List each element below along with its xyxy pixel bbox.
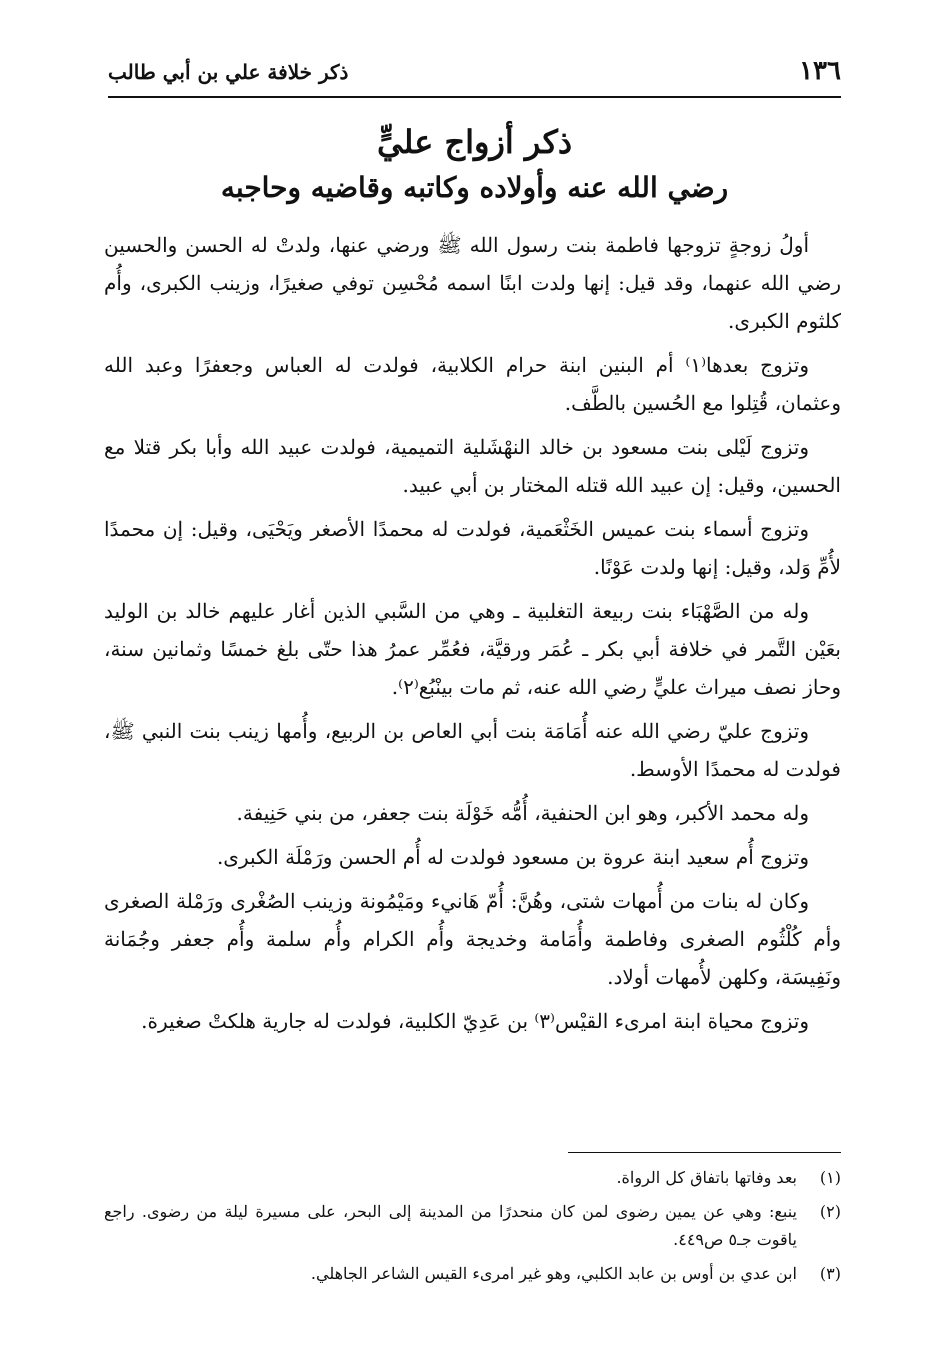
chapter-title: ذكر أزواج عليٍّ: [376, 123, 573, 161]
paragraph-1: أولُ زوجةٍ تزوجها فاطمة بنت رسول الله ﷺ ورضي عنها، ولدتْ له الحسن والحسين رضي الله عنهما، وقد قيل: إنها ولدت ابنًا اسمه مُحْسِن توفي صغيرًا، وزينب الكبرى، وأُم كلثوم الكبرى.: [104, 233, 841, 333]
paragraph-7: وله محمد الأكبر، وهو ابن الحنفية، أُمُّه خَوْلَة بنت جعفر، من بني حَنِيفة.: [236, 801, 809, 825]
footnotes: [104, 1164, 841, 1294]
footnote-number: (١): [819, 1168, 841, 1187]
running-head-title: ذكر خلافة علي بن أبي طالب: [108, 60, 349, 84]
footnote-text: ينبع: وهي عن يمين رضوى لمن كان منحدرًا من المدينة إلى البحر، على مسيرة ليلة من رضوى. راجع ياقوت جـ٥ ص٤٤٩.: [104, 1202, 797, 1249]
footnote-2: [104, 1198, 841, 1254]
running-head: [108, 56, 841, 90]
footnote-3: [104, 1260, 841, 1288]
footnote-1: [104, 1164, 841, 1192]
footnote-number: (٣): [819, 1264, 841, 1283]
footnote-number: (٢): [819, 1202, 841, 1221]
page-number: ١٣٦: [799, 56, 841, 86]
paragraph-4: وتزوج أسماء بنت عميس الخَثْعَمية، فولدت له محمدًا الأصغر ويَحْيَى، وقيل: إن محمدًا لأُمِّ وَلد، وقيل: إنها ولدت عَوْنًا.: [104, 517, 841, 579]
paragraph-10: وتزوج محياة ابنة امرىء القيْس⁽٣⁾ بن عَدِيّ الكلبية، فولدت له جارية هلكتْ صغيرة.: [141, 1009, 809, 1033]
paragraph-2: وتزوج بعدها⁽١⁾ أم البنين ابنة حرام الكلابية، فولدت له العباس وجعفرًا وعبد الله وعثمان، قُتِلوا مع الحُسين بالطَّف.: [104, 353, 841, 415]
paragraph-3: وتزوج لَيْلى بنت مسعود بن خالد النهْشَلية التميمية، فولدت عبيد الله وأبا بكر قتلا مع الحسين، وقيل: إن عبيد الله قتله المختار بن أبي عبيد.: [104, 435, 841, 497]
header-rule: [108, 96, 841, 98]
chapter-subtitle: رضي الله عنه وأولاده وكاتبه وقاضيه وحاجبه: [220, 171, 729, 204]
paragraph-5: وله من الصَّهْبَاء بنت ربيعة التغلبية ـ وهي من السَّبي الذين أغار عليهم خالد بن الوليد بعَيْن التَّمر في خلافة أبي بكر ـ عُمَر ورقيَّة، فعُمِّر عمرُ هذا حتّى بلغ خمسًا وثمانين سنة، وحاز نصف ميراث عليٍّ رضي الله عنه، ثم مات بينْبُع⁽٢⁾.: [104, 599, 841, 699]
paragraph-9: وكان له بنات من أُمهات شتى، وهُنَّ: أُمّ هَانيء ومَيْمُونة وزينب الصُغْرى ورَمْلة الصغرى وأم كُلْثُوم الصغرى وفاطمة وأُمَامة وخديجة وأُم الكرام وأُم سلمة وأُم جعفر وجُمَانة ونَفِيسَة، وكلهن لأُمهات أولاد.: [104, 889, 841, 989]
paragraph-8: وتزوج أُم سعيد ابنة عروة بن مسعود فولدت له أُم الحسن ورَمْلَة الكبرى.: [216, 845, 809, 869]
paragraph-6: وتزوج عليّ رضي الله عنه أُمَامَة بنت أبي العاص بن الربيع، وأُمها زينب بنت النبي ﷺ، فولدت له محمدًا الأوسط.: [104, 719, 841, 781]
footnote-text: ابن عدي بن أوس بن عابد الكلبي، وهو غير امرىء القيس الشاعر الجاهلي.: [310, 1264, 797, 1283]
footnote-text: بعد وفاتها باتفاق كل الرواة.: [616, 1168, 797, 1187]
body-text: [104, 226, 841, 1046]
footnote-separator: [568, 1152, 841, 1153]
